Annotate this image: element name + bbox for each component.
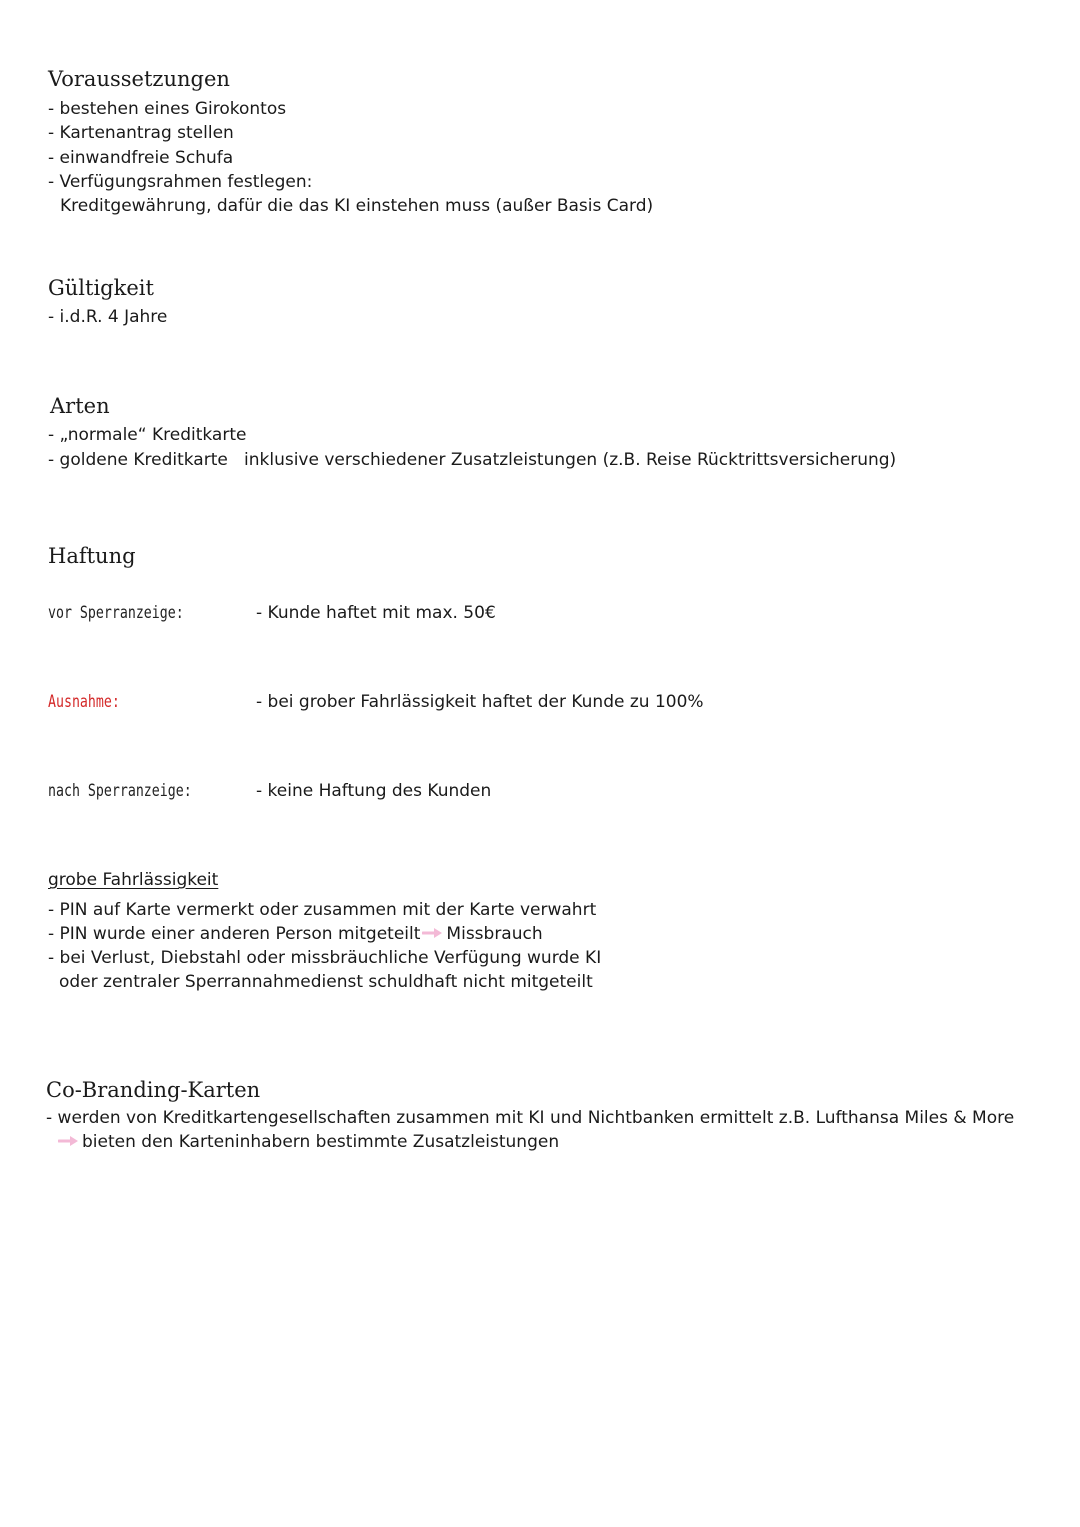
grobe-line-3: - bei Verlust, Diebstahl oder missbräuchliche Verfügung wurde KI [48,948,602,968]
cobranding-line-1: - werden von Kreditkartengesellschaften zusammen mit KI und Nichtbanken ermittelt z.B. Lufthansa Miles & More [46,1108,1015,1128]
heading-arten: Arten [50,394,110,418]
arrow-right-icon [422,926,444,940]
arten-gold-note: inklusive verschiedener Zusatzleistungen (z.B. Reise Rücktrittsversicherung) [244,450,897,470]
grobe-line-2-text: - PIN wurde einer anderen Person mitgeteilt [48,924,421,944]
haftung-label-nach-sperranzeige: nach Sperranzeige: [48,781,192,801]
cobranding-line-2 [56,1130,559,1154]
gueltigkeit-line-1: - i.d.R. 4 Jahre [48,307,168,327]
voraussetzungen-line-3: - einwandfreie Schufa [48,148,234,168]
haftung-label-ausnahme: Ausnahme: [48,692,120,712]
grobe-line-4: oder zentraler Sperrannahmedienst schuldhaft nicht mitgeteilt [59,972,593,992]
voraussetzungen-line-5: Kreditgewährung, dafür die das KI einstehen muss (außer Basis Card) [60,196,654,216]
grobe-line-1: - PIN auf Karte vermerkt oder zusammen mit der Karte verwahrt [48,900,597,920]
voraussetzungen-line-1: - bestehen eines Girokontos [48,99,287,119]
arten-line-1: - „normale“ Kreditkarte [48,425,247,445]
arrow-right-icon [58,1134,80,1148]
grobe-line-2-result: Missbrauch [446,924,543,944]
haftung-text-nach-sperranzeige: - keine Haftung des Kunden [256,781,492,801]
heading-co-branding-karten: Co-Branding-Karten [46,1078,261,1102]
heading-grobe-fahrlaessigkeit: grobe Fahrlässigkeit [48,870,219,890]
grobe-line-2 [48,922,543,946]
voraussetzungen-line-2: - Kartenantrag stellen [48,123,234,143]
haftung-text-vor-sperranzeige: - Kunde haftet mit max. 50€ [256,603,496,623]
haftung-label-vor-sperranzeige: vor Sperranzeige: [48,603,184,623]
haftung-text-ausnahme: - bei grober Fahrlässigkeit haftet der Kunde zu 100% [256,692,704,712]
voraussetzungen-line-4: - Verfügungsrahmen festlegen: [48,172,313,192]
arten-line-2: - goldene Kreditkarte [48,450,228,470]
heading-voraussetzungen: Voraussetzungen [48,67,230,91]
heading-haftung: Haftung [48,544,136,568]
heading-gueltigkeit: Gültigkeit [48,276,154,300]
cobranding-line-2-text: bieten den Karteninhabern bestimmte Zusatzleistungen [82,1132,560,1152]
